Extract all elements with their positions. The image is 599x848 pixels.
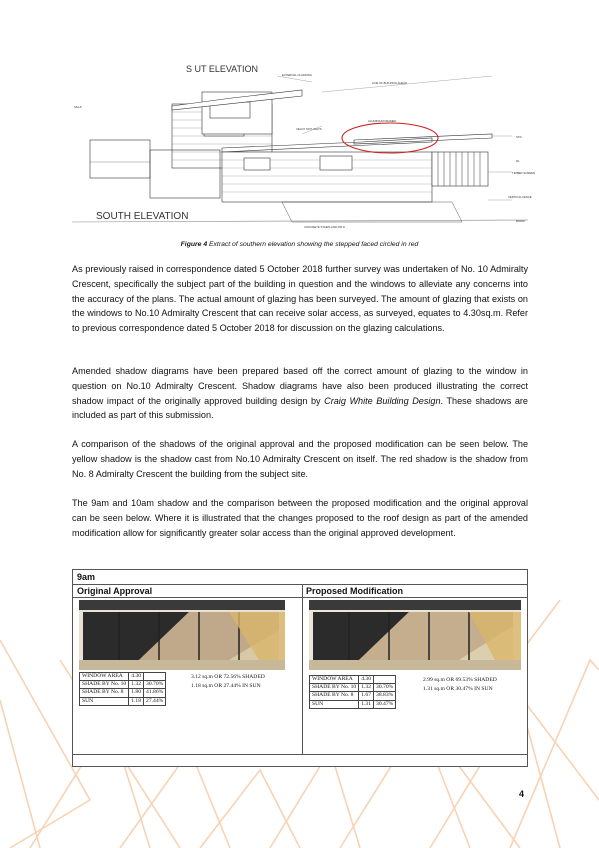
table-row xyxy=(80,681,166,689)
table-row xyxy=(310,692,396,700)
column-divider xyxy=(302,584,303,754)
paragraph-amended-diagrams xyxy=(72,364,528,423)
table-cell: WINDOW AREA xyxy=(80,673,129,681)
label-vertical-fence: VERTICAL FENCE xyxy=(508,195,532,199)
row-divider xyxy=(73,597,527,598)
proposed-modification-heading: Proposed Modification xyxy=(306,586,404,596)
table-cell: SHADE BY No. 8 xyxy=(310,692,359,700)
label-concrete: CONCRETE STAIRS AND PATH xyxy=(304,225,345,229)
original-stats-table xyxy=(79,672,166,706)
original-summary xyxy=(191,673,265,690)
table-cell: 38.83% xyxy=(374,692,396,700)
label-boundary: BNDRY xyxy=(516,219,526,223)
proposed-summary xyxy=(423,676,497,693)
table-row xyxy=(80,697,166,705)
table-cell: 1.80 xyxy=(129,689,144,697)
proposed-shaded-note: 2.99 sq.m OR 69.53% SHADED xyxy=(423,677,497,683)
table-row xyxy=(80,673,166,681)
row-divider xyxy=(73,584,527,585)
table-cell: 1.67 xyxy=(359,692,374,700)
paragraph-amended-text-a: Amended shadow diagrams have been prepared based off the correct amount of glazing to the window in question on No.10 Admiralty Crescent. Shadow diagrams have also been produced illustrating the correct shadow impact of the originally approved building design by xyxy=(72,366,528,406)
paragraph-shadow-comparison: A comparison of the shadows of the original approval and the proposed modification can be seen below. The yellow shadow is the shadow cast from No.10 Admiralty Crescent on itself. The red shadow is the shadow from No. 8 Admiralty Crescent the building from the subject site. xyxy=(72,439,528,479)
table-cell: 30.70% xyxy=(374,684,396,692)
table-cell: 1.32 xyxy=(129,681,144,689)
table-row xyxy=(310,684,396,692)
paragraph-9am-10am: The 9am and 10am shadow and the comparison between the proposed modification and the original approval can be seen below. Where it is illustrated that the changes proposed to the roof design as part of the amended modification allow for significantly greater solar access than the original approved development. xyxy=(72,498,528,538)
proposed-shadow-diagram xyxy=(309,600,521,670)
table-cell: 1.31 xyxy=(359,700,374,708)
table-cell xyxy=(374,676,396,684)
page-number: 4 xyxy=(519,789,525,799)
table-cell: SHADE BY No. 8 xyxy=(80,689,129,697)
figure-label: Figure 4 xyxy=(180,241,208,248)
table-row xyxy=(80,689,166,697)
label-line-of-building: LINE OF BUILDING AHEAD xyxy=(372,81,408,85)
table-cell: 41.86% xyxy=(144,689,166,697)
south-elevation-drawing xyxy=(72,62,535,232)
table-cell: 1.18 xyxy=(129,697,144,705)
label-std: STD xyxy=(516,135,522,139)
table-row xyxy=(310,700,396,708)
time-heading: 9am xyxy=(77,572,96,582)
table-cell: WINDOW AREA xyxy=(310,676,359,684)
proposed-sun-note: 1.31 sq.m OR 30.47% IN SUN xyxy=(423,685,493,692)
table-cell: 27.44% xyxy=(144,697,166,705)
label-velux: VELUX SKYLIGHTS xyxy=(296,127,322,131)
figure-caption-text: Extract of southern elevation showing the stepped faced circled in red xyxy=(207,241,419,248)
label-external-cladding: EXTERNAL CLADDING xyxy=(282,73,312,77)
original-shaded-note: 3.12 sq.m OR 72.56% SHADED xyxy=(191,674,265,680)
table-cell: SHADE BY No. 10 xyxy=(310,684,359,692)
table-row xyxy=(310,676,396,684)
original-shadow-diagram xyxy=(79,600,285,670)
label-timber-screen: TIMBER SCREEN xyxy=(512,171,535,175)
table-cell: 30.70% xyxy=(144,681,166,689)
shadow-comparison-table xyxy=(72,569,528,767)
table-cell: 4.30 xyxy=(359,676,374,684)
table-cell: 1.32 xyxy=(359,684,374,692)
proposed-stats-table xyxy=(309,675,396,709)
table-cell: 4.30 xyxy=(129,673,144,681)
elevation-title: SOUTH ELEVATION xyxy=(96,211,189,222)
elevation-heading-partial: S UT ELEVATION xyxy=(186,64,259,74)
figure-caption xyxy=(0,241,599,248)
label-alum-framed: ALUMINIUM FRAMED xyxy=(368,119,397,123)
paragraph-survey: As previously raised in correspondence dated 5 October 2018 further survey was undertaken of No. 10 Admiralty Crescent, specifically the subject part of the building in question and the windows to alleviate any concerns into the accuracy of the plans. The actual amount of glazing has been surveyed. The amount of glazing that exists on the windows to No.10 Admiralty Crescent that can receive solar access, as surveyed, equates to 4.30sq.m. Refer to previous correspondence dated 5 October 2018 for discussion on the glazing calculations. xyxy=(72,264,528,334)
label-rl: RL xyxy=(516,159,520,163)
table-cell: SUN xyxy=(310,700,359,708)
row-divider xyxy=(73,754,527,755)
table-cell: SUN xyxy=(80,697,129,705)
table-cell: SHADE BY No. 10 xyxy=(80,681,129,689)
label-sills: SILLS xyxy=(74,105,82,109)
paragraph-amended-text-b: . These shadows are included as part of this submission. xyxy=(72,395,528,421)
table-cell: 30.47% xyxy=(374,700,396,708)
designer-name: Craig White Building Design xyxy=(324,395,441,406)
table-cell xyxy=(144,673,166,681)
original-approval-heading: Original Approval xyxy=(77,586,153,596)
original-sun-note: 1.18 sq.m OR 27.44% IN SUN xyxy=(191,682,261,689)
